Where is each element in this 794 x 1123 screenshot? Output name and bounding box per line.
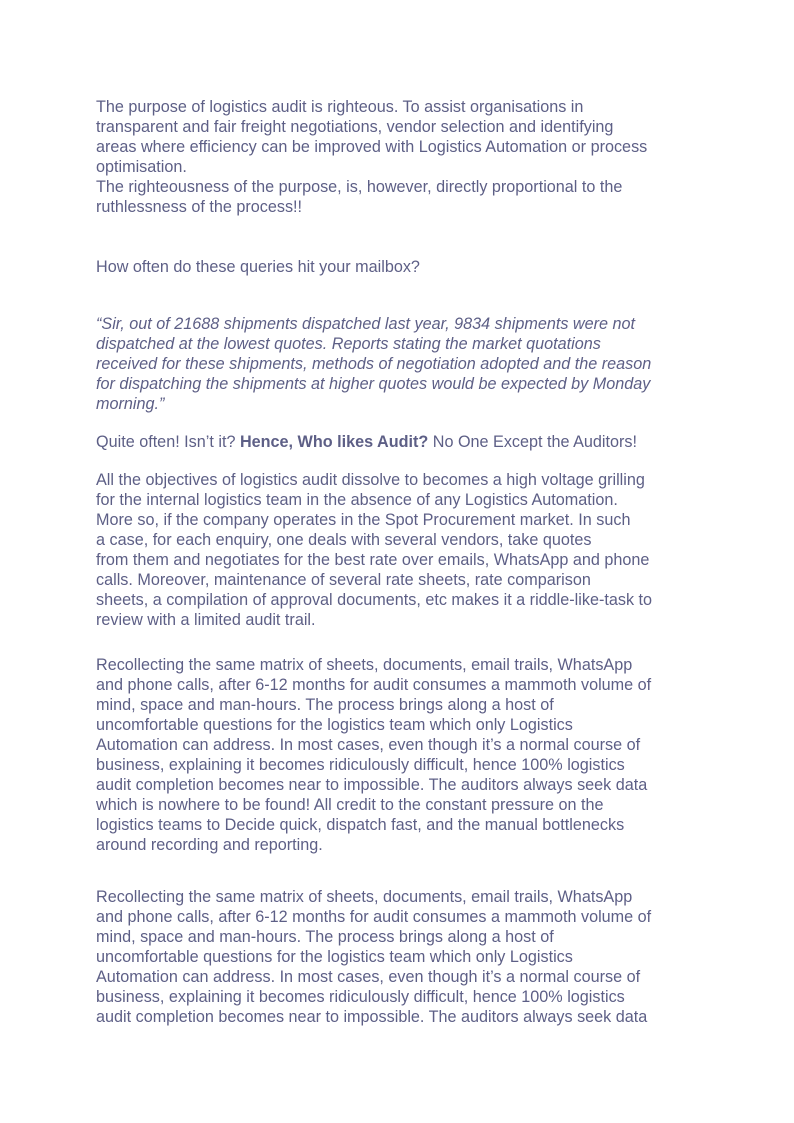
objectives-line: for the internal logistics team in the absence of any Logistics Automation. (96, 491, 618, 509)
intro-line: ruthlessness of the process!! (96, 198, 303, 216)
recollecting-line: Automation can address. In most cases, even though it’s a normal course of (96, 736, 641, 754)
response-tail: No One Except the Auditors! (428, 433, 638, 451)
recollecting-line: and phone calls, after 6-12 months for audit consumes a mammoth volume of (96, 676, 652, 694)
objectives-line: review with a limited audit trail. (96, 611, 316, 629)
recollecting-line: Recollecting the same matrix of sheets, documents, email trails, WhatsApp (96, 656, 633, 674)
quote-line: morning.” (96, 395, 165, 413)
quote-line: received for these shipments, methods of negotiation adopted and the reason (96, 355, 652, 373)
recollecting-line: mind, space and man-hours. The process brings along a host of (96, 696, 554, 714)
quote-line: “Sir, out of 21688 shipments dispatched last year, 9834 shipments were not (96, 315, 635, 333)
recollecting-line: around recording and reporting. (96, 836, 323, 854)
objectives-line: a case, for each enquiry, one deals with several vendors, take quotes (96, 531, 592, 549)
intro-line: transparent and fair freight negotiations, vendor selection and identifying (96, 118, 614, 136)
quote-paragraph (96, 314, 706, 414)
recollecting-line: uncomfortable questions for the logistics team which only Logistics (96, 716, 573, 734)
recollecting-line: logistics teams to Decide quick, dispatch fast, and the manual bottlenecks (96, 816, 625, 834)
question-line: How often do these queries hit your mailbox? (96, 258, 420, 276)
recollecting-line: mind, space and man-hours. The process brings along a host of (96, 928, 554, 946)
objectives-line: from them and negotiates for the best rate over emails, WhatsApp and phone (96, 551, 650, 569)
objectives-line: All the objectives of logistics audit dissolve to becomes a high voltage grilling (96, 471, 645, 489)
intro-line: The righteousness of the purpose, is, however, directly proportional to the (96, 178, 623, 196)
objectives-line: calls. Moreover, maintenance of several rate sheets, rate comparison (96, 571, 591, 589)
response-paragraph (96, 432, 706, 452)
recollecting-line: business, explaining it becomes ridiculously difficult, hence 100% logistics (96, 988, 625, 1006)
quote-line: for dispatching the shipments at higher quotes would be expected by Monday (96, 375, 651, 393)
recollecting-line: business, explaining it becomes ridiculously difficult, hence 100% logistics (96, 756, 625, 774)
intro-line: optimisation. (96, 158, 187, 176)
question-paragraph (96, 257, 706, 277)
intro-line: The purpose of logistics audit is righteous. To assist organisations in (96, 98, 584, 116)
objectives-paragraph (96, 470, 706, 630)
recollecting-paragraph-1 (96, 655, 706, 855)
recollecting-line: uncomfortable questions for the logistics team which only Logistics (96, 948, 573, 966)
recollecting-line: audit completion becomes near to impossible. The auditors always seek data (96, 1008, 648, 1026)
recollecting-line: which is nowhere to be found! All credit to the constant pressure on the (96, 796, 604, 814)
response-lead: Quite often! Isn’t it? (96, 433, 240, 451)
recollecting-line: audit completion becomes near to impossible. The auditors always seek data (96, 776, 648, 794)
response-line (96, 432, 706, 452)
intro-paragraph (96, 97, 706, 217)
objectives-line: sheets, a compilation of approval documents, etc makes it a riddle-like-task to (96, 591, 653, 609)
recollecting-line: Recollecting the same matrix of sheets, documents, email trails, WhatsApp (96, 888, 633, 906)
recollecting-paragraph-2 (96, 887, 706, 1027)
quote-line: dispatched at the lowest quotes. Reports stating the market quotations (96, 335, 601, 353)
response-bold: Hence, Who likes Audit? (239, 433, 429, 451)
recollecting-line: Automation can address. In most cases, even though it’s a normal course of (96, 968, 641, 986)
objectives-line: More so, if the company operates in the Spot Procurement market. In such (96, 511, 631, 529)
intro-line: areas where efficiency can be improved with Logistics Automation or process (96, 138, 648, 156)
recollecting-line: and phone calls, after 6-12 months for audit consumes a mammoth volume of (96, 908, 652, 926)
